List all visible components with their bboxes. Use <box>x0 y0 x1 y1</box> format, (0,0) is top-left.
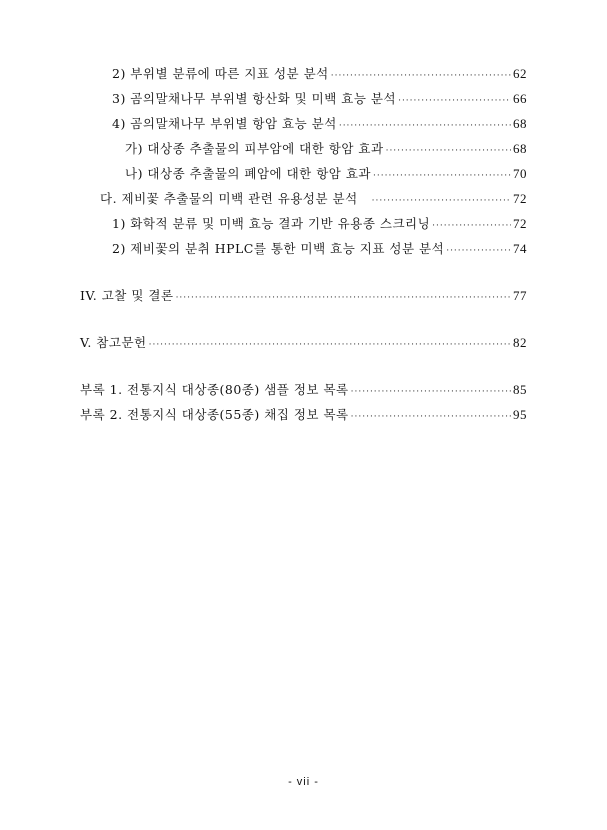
leader-dots <box>386 146 511 156</box>
toc-entry[interactable] <box>125 139 527 157</box>
toc-entry-label: 나) 대상종 추출물의 폐암에 대한 항암 효과 <box>125 166 371 181</box>
toc-entry-label: 2) 부위별 분류에 따른 지표 성분 분석 <box>112 66 329 81</box>
toc-entry-page: 82 <box>513 335 527 350</box>
leader-dots <box>176 293 511 303</box>
toc-entry[interactable] <box>112 214 527 232</box>
leader-dots <box>398 96 511 106</box>
toc-entry-label: 가) 대상종 추출물의 피부암에 대한 항암 효과 <box>125 141 384 156</box>
toc-entry-page: 72 <box>513 216 527 231</box>
toc-entry-page: 74 <box>513 241 527 256</box>
leader-dots <box>149 340 511 350</box>
leader-dots <box>446 246 511 256</box>
toc-entry[interactable] <box>80 286 527 304</box>
toc-entry[interactable] <box>112 64 527 82</box>
page-number-footer: - vii - <box>288 776 319 788</box>
leader-dots <box>373 171 511 181</box>
leader-dots <box>339 121 511 131</box>
toc-entry-page: 70 <box>513 166 527 181</box>
toc-entry[interactable] <box>112 239 527 257</box>
toc-entry-page: 62 <box>513 66 527 81</box>
toc-entry[interactable] <box>100 189 527 207</box>
toc-entry-page: 95 <box>513 407 527 422</box>
toc-entry[interactable] <box>125 164 527 182</box>
toc-entry-label: V. 참고문헌 <box>80 335 147 350</box>
toc-entry-page: 68 <box>513 141 527 156</box>
toc-entry-label: 3) 곰의말채나무 부위별 항산화 및 미백 효능 분석 <box>112 91 397 106</box>
toc-entry-label: 부록 1. 전통지식 대상종(80종) 샘플 정보 목록 <box>80 382 349 397</box>
toc-entry[interactable] <box>80 380 527 398</box>
toc-entry-page: 77 <box>513 288 527 303</box>
toc-entry[interactable] <box>80 405 527 423</box>
toc-entry-label: 부록 2. 전통지식 대상종(55종) 채집 정보 목록 <box>80 407 349 422</box>
toc-entry-label: 4) 곰의말채나무 부위별 항암 효능 분석 <box>112 116 337 131</box>
toc-entry-label: 1) 화학적 분류 및 미백 효능 결과 기반 유용종 스크리닝 <box>112 216 431 231</box>
toc-entry-label: IV. 고찰 및 결론 <box>80 288 174 303</box>
leader-dots <box>351 387 511 397</box>
leader-dots <box>331 71 511 81</box>
toc-entry-page: 68 <box>513 116 527 131</box>
toc-entry-page: 66 <box>513 91 527 106</box>
toc-entry[interactable] <box>80 333 527 351</box>
leader-dots <box>432 221 511 231</box>
leader-dots <box>372 196 511 206</box>
toc-entry-label: 2) 제비꽃의 분취 HPLC를 통한 미백 효능 지표 성분 분석 <box>112 241 445 256</box>
toc-entry-page: 72 <box>513 191 527 206</box>
toc-entry[interactable] <box>112 89 527 107</box>
toc-entry[interactable] <box>112 114 527 132</box>
toc-entry-label: 다. 제비꽃 추출물의 미백 관련 유용성분 분석 <box>100 191 358 206</box>
toc-entry-page: 85 <box>513 382 527 397</box>
leader-dots <box>351 412 511 422</box>
